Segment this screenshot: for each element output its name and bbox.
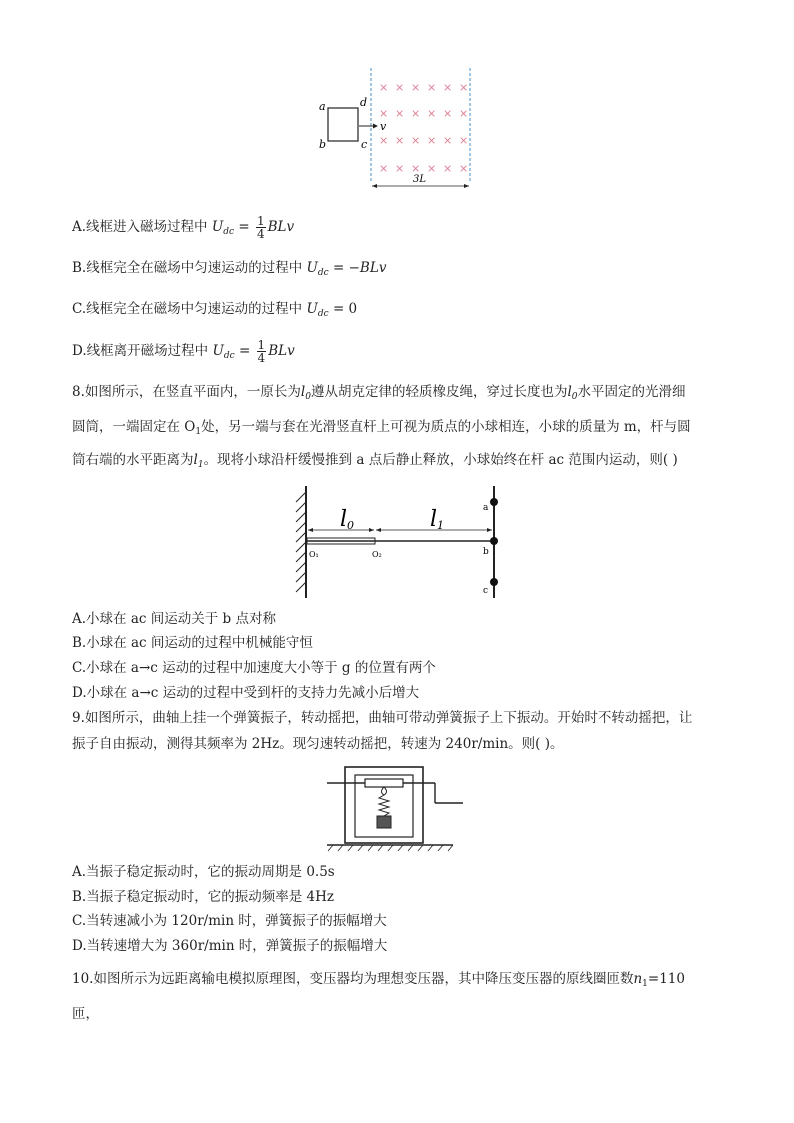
field-cross: × <box>411 81 421 94</box>
label-v: v <box>380 120 387 133</box>
field-cross: × <box>379 162 389 175</box>
svg-text:b: b <box>483 547 489 557</box>
oscillator-mass <box>377 816 391 828</box>
field-cross: × <box>379 81 389 94</box>
field-cross: × <box>411 134 421 147</box>
label-O1: O₁ <box>309 550 319 559</box>
field-cross: × <box>443 162 453 175</box>
q9-option-d: D.当转速增大为 360r/min 时，弹簧振子的振幅增大 <box>72 938 388 954</box>
field-cross: × <box>379 107 389 120</box>
q8-stem-line2: 圆筒，一端固定在 $O_1$处，另一端与套在光滑竖直杆上可视为质点的小球相连，小球的质量为 m，杆与圆 <box>72 419 691 437</box>
label-d: d <box>360 96 368 109</box>
label-b: b <box>319 138 327 151</box>
field-cross: × <box>395 134 405 147</box>
field-cross: × <box>411 107 421 120</box>
label-3L: 3L <box>413 174 427 185</box>
q9-option-c: C.当转速减小为 120r/min 时，弹簧振子的振幅增大 <box>72 913 387 929</box>
q7-figure <box>310 64 480 196</box>
field-cross: × <box>395 162 405 175</box>
field-cross: × <box>459 81 469 94</box>
label-a: a <box>319 100 326 113</box>
q9-figure <box>325 762 473 854</box>
field-cross: × <box>395 107 405 120</box>
field-cross: × <box>427 134 437 147</box>
spring <box>379 795 389 816</box>
svg-text:l0: l0 <box>340 507 355 532</box>
q8-option-a: A.小球在 ac 间运动关于 b 点对称 <box>72 611 276 627</box>
field-cross: × <box>443 134 453 147</box>
q7-option-c: C.线框完全在磁场中匀速运动的过程中 $U_{dc} = 0$ <box>72 301 358 319</box>
field-cross: × <box>427 107 437 120</box>
field-cross: × <box>427 81 437 94</box>
q9-option-a: A.当振子稳定振动时，它的振动周期是 0.5s <box>72 864 335 880</box>
q9-option-b: B.当振子稳定振动时，它的振动频率是 4Hz <box>72 889 334 905</box>
q10-stem-line2: 匝， <box>72 1006 99 1022</box>
q8-option-b: B.小球在 ac 间运动的过程中机械能守恒 <box>72 635 313 651</box>
q8-option-d: D.小球在 a→c 运动的过程中受到杆的支持力先减小后增大 <box>72 685 420 701</box>
q8-stem-line1: 8.如图所示，在竖直平面内，一原长为$l_0$遵从胡克定律的轻质橡皮绳，穿过长度也为$l_0$水平固定的光滑细 <box>72 384 686 402</box>
field-cross: × <box>427 162 437 175</box>
field-cross: × <box>459 162 469 175</box>
q8-option-c: C.小球在 a→c 运动的过程中加速度大小等于 g 的位置有两个 <box>72 660 436 676</box>
field-cross: × <box>459 107 469 120</box>
q9-stem-line2: 振子自由振动，测得其频率为 2Hz。现匀速转动摇把，转速为 240r/min。则( )。 <box>72 736 564 752</box>
wire-loop <box>328 108 358 141</box>
q8-figure <box>290 484 510 602</box>
magnetic-field-crosses <box>379 81 468 175</box>
point-c <box>490 578 498 586</box>
q7-option-a: A.线框进入磁场过程中 $U_{dc}$ = $\frac{1}{4}$ BLv <box>72 214 295 241</box>
svg-text:c: c <box>483 586 489 596</box>
field-cross: × <box>459 134 469 147</box>
q7-option-b: B.线框完全在磁场中匀速运动的过程中 $U_{dc} = -BLv$ <box>72 260 387 278</box>
point-a <box>490 498 498 506</box>
q9-stem-line1: 9.如图所示，曲轴上挂一个弹簧振子，转动摇把，曲轴可带动弹簧振子上下振动。开始时不转动摇把，让 <box>72 710 693 726</box>
field-cross: × <box>395 81 405 94</box>
ball-b <box>490 537 498 545</box>
svg-text:l1: l1 <box>430 507 445 532</box>
field-cross: × <box>379 134 389 147</box>
q8-stem-line3: 筒右端的水平距离为$l_1$。现将小球沿杆缓慢推到 a 点后静止释放，小球始终在杆 ac 范围内运动，则( ) <box>72 452 678 470</box>
field-cross: × <box>443 107 453 120</box>
svg-text:a: a <box>483 503 489 513</box>
q10-stem-line1: 10.如图所示为远距离输电模拟原理图，变压器均为理想变压器，其中降压变压器的原线圈匝数$n_1=110$ <box>72 971 685 989</box>
field-cross: × <box>443 81 453 94</box>
label-O2: O₂ <box>372 550 382 559</box>
label-c: c <box>361 138 368 151</box>
q7-option-d: D.线框离开磁场过程中 $U_{dc}$ = $\frac{1}{4}$ BLv <box>72 338 295 365</box>
field-cross: × <box>411 162 421 175</box>
